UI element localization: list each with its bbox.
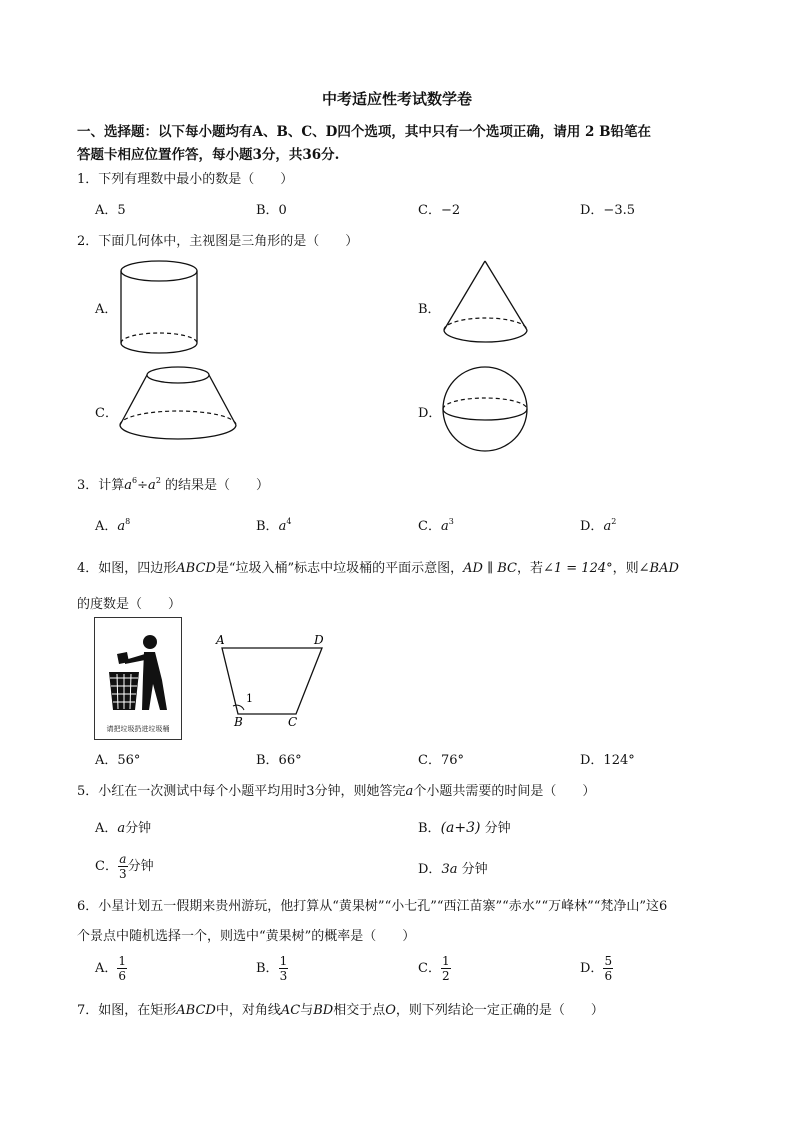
trash-person-icon (95, 618, 181, 718)
question-3-stem: 3．计算$a^6\div a^2$ 的结果是（ ） (77, 476, 270, 493)
label-d: D (314, 633, 324, 647)
label-b: B (234, 715, 243, 729)
q5-option-a[interactable]: A．a分钟 (95, 821, 152, 836)
sphere-figure (440, 366, 532, 456)
q1-option-d[interactable]: D．−3.5 (580, 203, 635, 218)
q1-option-c[interactable]: C．−2 (418, 203, 461, 218)
label-a: A (216, 633, 225, 647)
cone-figure (440, 258, 532, 358)
section-instructions-line1: 一、选择题：以下每小题均有A、B、C、D四个选项，其中只有一个选项正确，请用 2 B铅笔在 (77, 124, 652, 140)
question-2-stem: 2．下面几何体中，主视图是三角形的是（ ） (77, 234, 359, 249)
q6-option-d[interactable]: D． $\frac{5}{6}$ (580, 954, 613, 983)
trash-sign-caption: 请把垃圾扔进垃圾桶 (106, 725, 170, 733)
q2-option-d[interactable]: D． (418, 406, 442, 421)
cylinder-figure (118, 258, 200, 358)
label-angle-1: 1 (246, 692, 253, 705)
q3-option-a[interactable]: A．$a^8$ (95, 517, 131, 534)
label-c: C (288, 715, 298, 729)
q4-option-c[interactable]: C．76° (418, 753, 464, 768)
q6-option-b[interactable]: B． $\frac{1}{3}$ (256, 954, 288, 983)
trapezoid-figure (210, 630, 335, 730)
fraction-a-over-3: $\frac{a}{3}$ (118, 852, 127, 881)
question-6-stem-line2: 个景点中随机选择一个，则选中“黄果树”的概率是（ ） (77, 929, 416, 944)
q6-option-c[interactable]: C． $\frac{1}{2}$ (418, 954, 450, 983)
q3-option-c[interactable]: C．$a^3$ (418, 517, 454, 534)
q2-option-a[interactable]: A． (95, 302, 118, 317)
q2-option-c[interactable]: C． (95, 406, 118, 421)
q1-option-a[interactable]: A．5 (95, 203, 126, 218)
question-4-stem: 4．如图，四边形ABCD是“垃圾入桶”标志中垃圾桶的平面示意图，AD ∥ BC，若∠1 = 124°，则∠BAD (77, 561, 679, 576)
q4-option-a[interactable]: A．56° (95, 753, 141, 768)
q2-option-b[interactable]: B． (418, 302, 441, 317)
q4-option-d[interactable]: D．124° (580, 753, 635, 768)
q1-option-b[interactable]: B．0 (256, 203, 287, 218)
question-4-stem-line2: 的度数是（ ） (77, 597, 182, 612)
q5-option-c[interactable]: C． $\frac{a}{3}$ 分钟 (95, 852, 154, 881)
q5-option-b[interactable]: B．(a+3) 分钟 (418, 820, 511, 836)
q3-option-b[interactable]: B．$a^4$ (256, 517, 292, 534)
frustum-figure (116, 363, 242, 453)
section-instructions-line2: 答题卡相应位置作答，每小题3分，共36分. (77, 147, 340, 163)
q5-option-d[interactable]: D．3a 分钟 (418, 862, 488, 877)
question-1-stem: 1．下列有理数中最小的数是（ ） (77, 172, 294, 187)
question-6-stem-line1: 6．小星计划五一假期来贵州游玩，他打算从“黄果树”“小七孔”“西江苗寨”“赤水”“万峰林”“梵净山”这6 (77, 899, 668, 914)
q4-option-b[interactable]: B．66° (256, 753, 302, 768)
question-5-stem: 5．小红在一次测试中每个小题平均用时3分钟，则她答完a个小题共需要的时间是（ ） (77, 784, 596, 799)
q6-option-a[interactable]: A． $\frac{1}{6}$ (95, 954, 127, 983)
q3-option-d[interactable]: D．$a^2$ (580, 517, 617, 534)
page-title: 中考适应性考试数学卷 (321, 90, 472, 108)
trash-sign (94, 617, 182, 740)
question-7-stem: 7．如图，在矩形ABCD中，对角线AC与BD相交于点O，则下列结论一定正确的是（ ） (77, 1003, 604, 1018)
